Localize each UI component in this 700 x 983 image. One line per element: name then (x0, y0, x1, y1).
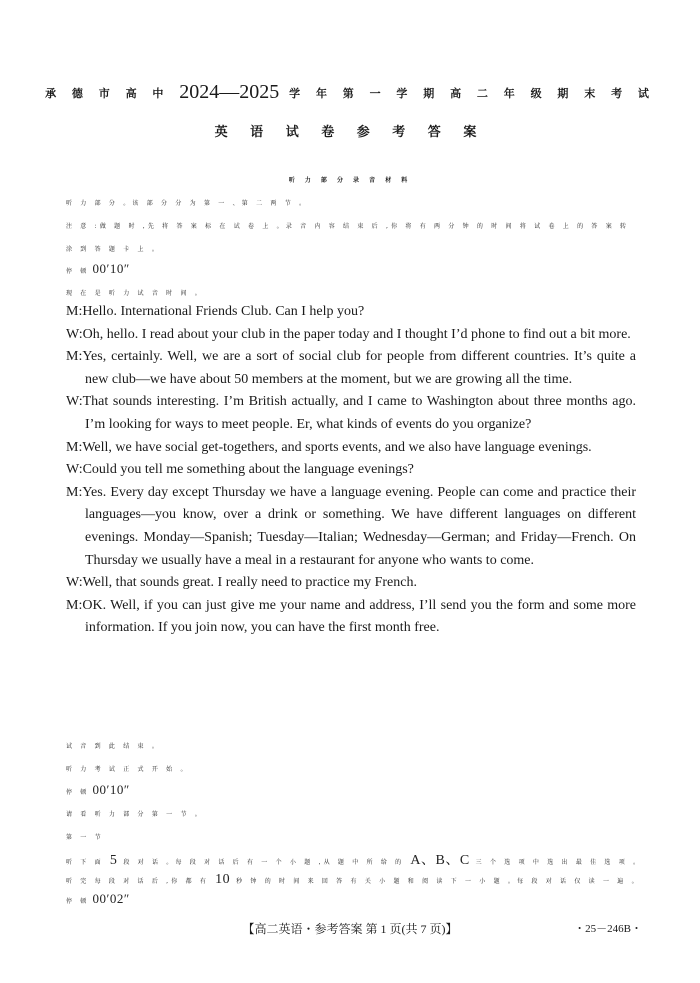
page-footer (0, 920, 700, 936)
dialogue-line: W:Could you tell me something about the language evenings? (66, 462, 414, 478)
pause-label: 停 顿 (66, 268, 90, 275)
instruction-line-2: 听 完 每 段 对 话 后 ,你 都 有 10 秒 钟 的 时 间 来 回 答 有 关 小 题 和 阅 读 下 一 小 题 。每 段 对 话 仅 读 一 遍 。 (66, 872, 641, 887)
pause-time: 00′10″ (92, 261, 130, 276)
pause-line-3 (66, 891, 641, 907)
exam-title (0, 80, 700, 103)
dialogue-line: M:Yes. Every day except Thursday we have a language evening. People can come and practice their languages—you know, over a drink or something. We have different languages on different evenings. Monday—Spanish; Tuesday—Italian; Wednesday—German; and Friday—French. On Thursday we usually have a meal in a restaurant for anyone who wants to come. (66, 484, 636, 568)
intro-line-2: 注 意 :做 题 时 ,先 将 答 案 标 在 试 卷 上 。录 音 内 容 结 束 后 ,你 将 有 两 分 钟 的 时 间 将 试 卷 上 的 答 案 转 (66, 223, 630, 230)
pause-time: 00′02″ (92, 891, 130, 906)
title-suffix: 学 年 第 一 学 期 高 二 年 级 期 末 考 试 (289, 87, 655, 100)
section-heading: 听 力 部 分 录 音 材 料 (288, 177, 412, 184)
pause-line-1 (66, 261, 641, 277)
intro-line-3: 涂 到 答 题 卡 上 。 (66, 246, 162, 253)
intro-line-1: 听 力 部 分 。该 部 分 分 为 第 一 、第 二 两 节 。 (66, 200, 309, 207)
dialogue-line: M:Yes, certainly. Well, we are a sort of social club for people from different countries. It’s quite a new club—we have about 50 members at the moment, but we are growing all the time. (66, 349, 636, 387)
dialogue-line: M:Hello. International Friends Club. Can I help you? (66, 304, 365, 319)
dialogue-transcript (66, 301, 636, 640)
pause-time: 00′10″ (92, 782, 130, 797)
outro-line-4: 请 看 听 力 部 分 第 一 节 。 (66, 811, 204, 818)
dialogue-line: W:Oh, hello. I read about your club in the paper today and I thought I’d phone to find out a bit more. (66, 326, 631, 342)
pause-label: 停 顿 (66, 898, 90, 905)
outro-line-1: 试 音 到 此 结 束 。 (66, 743, 162, 750)
dialogue-line: M:Well, we have social get-togethers, and sports events, and we also have language evenings. (66, 439, 592, 455)
dialogue-line: M:OK. Well, if you can just give me your name and address, I’ll send you the form and some more information. If you join now, you can have the first month free. (66, 597, 636, 636)
intro-line-5: 现 在 是 听 力 试 音 时 间 。 (66, 290, 204, 297)
title-years: 2024—2025 (179, 81, 280, 103)
title-prefix: 承 德 市 高 中 (45, 87, 170, 100)
dialogue-line: W:Well, that sounds great. I really need to practice my French. (66, 575, 417, 591)
footer-code: ・25－246B・ (574, 923, 642, 935)
outro-line-2: 听 力 考 试 正 式 开 始 。 (66, 766, 190, 773)
pause-line-2 (66, 782, 641, 798)
footer-page-info: 【高二英语・参考答案 第 1 页(共 7 页)】 (242, 922, 458, 936)
instruction-line-1: 听 下 面 5 段 对 话 。每 段 对 话 后 有 一 个 小 题 ,从 题 中 所 给 的 A、B、C 三 个 选 项 中 选 出 最 佳 选 项 。 (66, 853, 643, 868)
pause-label: 停 顿 (66, 789, 90, 796)
page-subtitle: 英 语 试 卷 参 考 答 案 (214, 125, 486, 140)
dialogue-line: W:That sounds interesting. I’m British actually, and I came to Washington about three months ago. I’m looking for ways to meet people. Er, what kinds of events do you organize? (66, 394, 636, 432)
outro-line-5: 第 一 节 (66, 834, 104, 841)
